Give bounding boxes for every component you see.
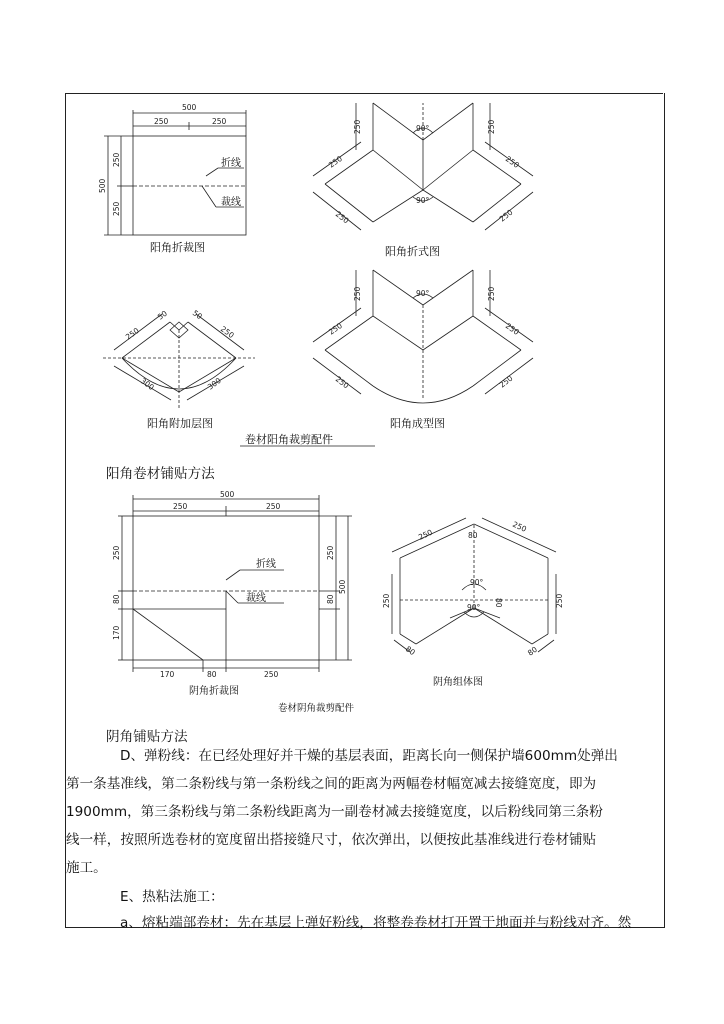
figure-yang-cut: [104, 110, 246, 235]
yang-formed-d3: 250: [326, 321, 344, 337]
yang-extra-d5: 300: [138, 376, 156, 393]
yang-formed-d1: 250: [353, 286, 362, 301]
yang-extra-d6: 300: [205, 375, 223, 392]
yang-cut-dim-vbottom: 250: [112, 201, 121, 216]
figure-yin-cut: [118, 495, 352, 672]
yin-assembly-d8: 80: [494, 598, 503, 608]
yang-cut-dim-vtotal: 500: [98, 178, 107, 193]
yang-fold-d1: 250: [353, 119, 362, 134]
yang-cut-dim-vtop: 250: [112, 152, 121, 167]
yang-formed-d6: 250: [497, 373, 515, 390]
yang-fold-d2: 250: [487, 119, 496, 134]
yang-formed-angle: 90°: [416, 289, 430, 298]
yin-assembly-d5: 250: [555, 593, 564, 608]
yin-cut-cut-label: 裁线: [246, 593, 266, 604]
caption-yang: 卷材阳角裁剪配件: [245, 433, 333, 446]
yin-cut-dim-right: 250: [266, 502, 281, 511]
yin-assembly-d7: 80: [525, 644, 539, 658]
yang-cut-dim-right: 250: [212, 117, 227, 126]
yin-assembly-d4: 250: [382, 593, 391, 608]
yang-formed-title: 阳角成型图: [390, 417, 445, 430]
yin-cut-title: 阴角折裁图: [189, 686, 239, 697]
yang-extra-d4: 250: [218, 324, 236, 341]
paragraph-line-3: 1900mm，第三条粉线与第二条粉线距离为一副卷材减去接缝宽度，以后粉线同第三条粉: [66, 804, 603, 820]
yin-cut-b-left: 170: [160, 670, 175, 679]
yin-cut-v-left-top: 250: [112, 545, 121, 560]
section-heading-yang: 阳角卷材铺贴方法: [106, 466, 215, 482]
yin-assembly-title: 阴角组体图: [433, 677, 483, 688]
yin-cut-fold-label: 折线: [256, 559, 276, 570]
yin-cut-dim-total: 500: [220, 490, 235, 499]
yang-cut-fold-label: 折线: [221, 158, 241, 169]
paragraph-line-4: 线一样，按照所选卷材的宽度留出搭接缝尺寸，依次弹出，以便按此基准线进行卷材铺贴: [66, 832, 597, 848]
yang-fold-angle-bottom: 90°: [416, 196, 430, 205]
yang-extra-d3: 50: [190, 308, 204, 322]
caption-yin: 卷材阴角裁剪配件: [278, 703, 355, 714]
figure-yang-fold: [313, 103, 533, 230]
paragraph-line-5: 施工。: [66, 860, 107, 876]
yang-formed-d2: 250: [487, 286, 496, 301]
paragraph-line-2: 第一条基准线，第二条粉线与第一条粉线之间的距离为两幅卷材幅宽减去接缝宽度，即为: [66, 776, 597, 792]
yin-assembly-angle: 90°: [470, 578, 484, 587]
yin-assembly-d6: 80: [403, 644, 417, 658]
figure-yang-extra: [103, 314, 255, 410]
yang-formed-d4: 250: [503, 321, 521, 337]
paragraph-line-1: D、弹粉线：在已经处理好并干燥的基层表面，距离长向一侧保护墙600mm处弹出: [120, 748, 618, 764]
yin-assembly-d2: 250: [511, 519, 528, 534]
yang-fold-title: 阳角折式图: [385, 245, 440, 258]
section-heading-yin: 阴角铺贴方法: [106, 729, 188, 745]
yin-cut-dim-left: 250: [173, 502, 188, 511]
yang-fold-d3: 250: [326, 154, 344, 170]
yin-cut-v-right-top: 250: [326, 545, 335, 560]
yin-cut-v-right-total: 500: [338, 579, 347, 594]
yang-fold-d5: 250: [333, 209, 351, 226]
yin-cut-b-right: 250: [264, 670, 279, 679]
yang-extra-d2: 50: [155, 308, 169, 322]
yang-fold-d6: 250: [497, 207, 515, 224]
yang-cut-dim-left: 250: [154, 117, 169, 126]
yang-cut-title: 阳角折裁图: [150, 241, 205, 254]
heading-e: E、热粘法施工：: [120, 889, 224, 905]
yang-fold-d4: 250: [503, 154, 521, 170]
yin-cut-v-left-mid: 80: [112, 594, 121, 604]
yin-cut-b-mid: 80: [207, 670, 217, 679]
yang-cut-cut-label: 裁线: [221, 197, 241, 208]
yin-assembly-d3: 80: [468, 531, 478, 540]
paragraph-a: a、熔粘端部卷材：先在基层上弹好粉线，将整卷卷材打开置于地面并与粉线对齐。然: [120, 915, 632, 931]
yang-formed-d5: 250: [333, 374, 351, 391]
yin-cut-v-left-bottom: 170: [112, 625, 121, 640]
yang-extra-d1: 250: [123, 325, 141, 342]
yin-cut-v-right-mid: 80: [326, 594, 335, 604]
yang-cut-dim-total: 500: [182, 103, 197, 112]
yin-assembly-angle-2: 90°: [467, 603, 481, 612]
yang-fold-angle-top: 90°: [416, 124, 430, 133]
yang-extra-title: 阳角附加层图: [147, 417, 213, 430]
yin-assembly-d1: 250: [417, 527, 434, 542]
